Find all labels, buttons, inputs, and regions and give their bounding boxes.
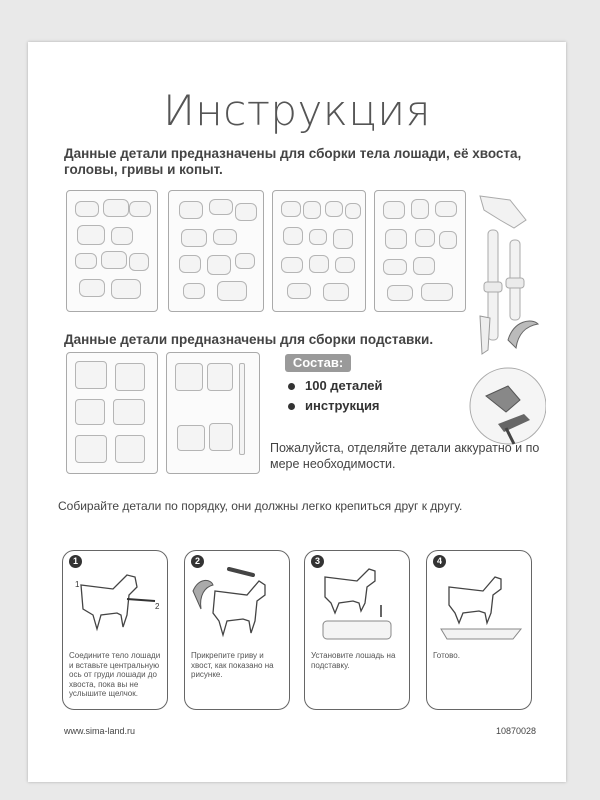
sprue-sheet-1 xyxy=(66,190,158,312)
step-number: 3 xyxy=(311,555,324,568)
sprue-sheet-2 xyxy=(168,190,264,312)
stand-sprue-1 xyxy=(66,352,158,474)
instruction-sheet xyxy=(28,42,566,782)
step-description: Прикрепите гриву и хвост, как показано на рисунке. xyxy=(191,651,274,679)
horse-mane-tail-icon xyxy=(185,565,289,645)
sprue-sheet-3 xyxy=(272,190,366,312)
composition-item-instruction xyxy=(288,398,380,413)
horse-body-icon xyxy=(63,565,167,645)
step-card-1 xyxy=(62,550,168,710)
step-card-2 xyxy=(184,550,290,710)
stand-parts-description: Данные детали предназначены для сборки подставки. xyxy=(64,332,434,347)
horse-on-stand-icon xyxy=(305,565,409,645)
article-number: 10870028 xyxy=(495,726,536,736)
step-description: Готово. xyxy=(433,651,460,660)
step-number: 4 xyxy=(433,555,446,568)
step-card-4 xyxy=(426,550,532,710)
composition-item-label: инструкция xyxy=(305,398,380,413)
bullet-icon xyxy=(288,383,295,390)
body-parts-description: Данные детали предназначены для сборки тела лошади, её хвоста, головы, гривы и копыт. xyxy=(64,146,522,177)
sprue-sheet-4 xyxy=(374,190,466,312)
bullet-icon xyxy=(288,403,295,410)
assembly-instruction: Собирайте детали по порядку, они должны легко крепиться друг к другу. xyxy=(58,499,463,513)
step-number: 2 xyxy=(191,555,204,568)
step-card-3 xyxy=(304,550,410,710)
svg-text:2: 2 xyxy=(155,602,160,611)
step-number: 1 xyxy=(69,555,82,568)
step-description: Соедините тело лошади и вставьте центральную ось от груди лошади до хвоста, пока вы не услышите щелчок. xyxy=(69,651,161,698)
stand-sprue-2 xyxy=(166,352,260,474)
page-title: Инструкция xyxy=(163,86,431,135)
composition-item-label: 100 деталей xyxy=(305,378,383,393)
finished-horse-icon xyxy=(427,565,531,645)
composition-label: Состав: xyxy=(285,354,351,372)
website-link: www.sima-land.ru xyxy=(64,726,136,736)
composition-item-parts xyxy=(288,378,383,393)
svg-text:1: 1 xyxy=(75,580,80,589)
step-description: Установите лошадь на подставку. xyxy=(311,651,396,670)
handling-note: Пожалуйста, отделяйте детали аккуратно и по мере необходимости. xyxy=(270,441,540,471)
